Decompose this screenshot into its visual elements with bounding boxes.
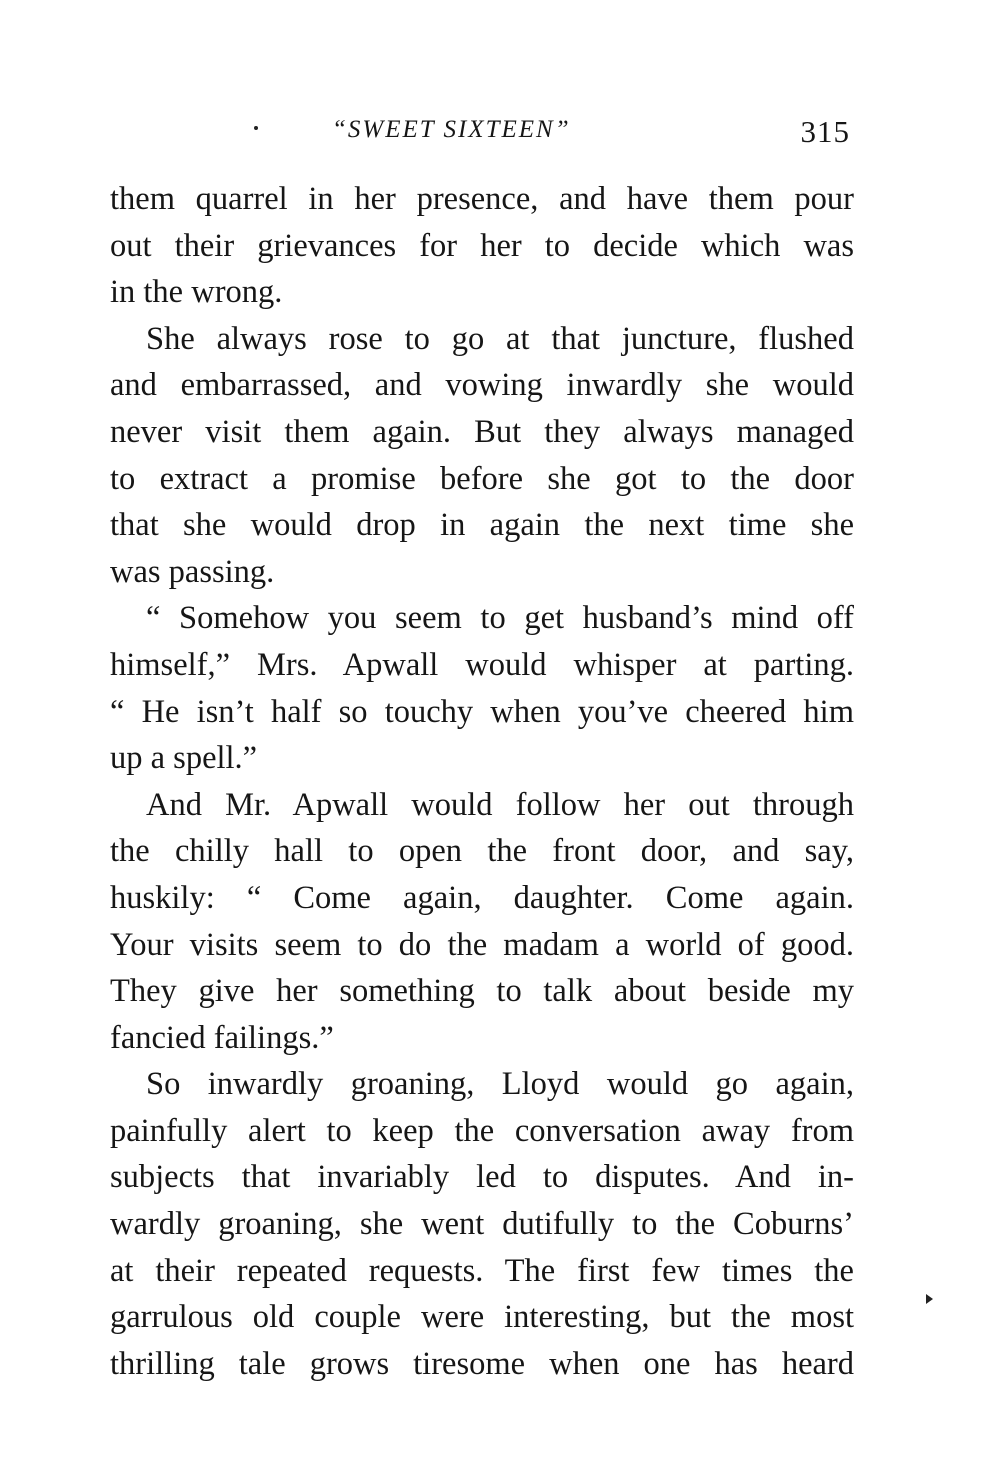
text-line: them quarrel in her presence, and have them pour bbox=[110, 181, 854, 217]
text-line: Your visits seem to do the madam a world of good. bbox=[110, 926, 854, 963]
text-line: huskily: “ Come again, daughter. Come again. bbox=[110, 879, 854, 916]
text-line: thrilling tale grows tiresome when one has heard bbox=[110, 1345, 854, 1382]
text-line: She always rose to go at that juncture, flushed bbox=[146, 320, 854, 357]
text-line: that she would drop in again the next time she bbox=[110, 507, 854, 544]
printer-dot-mark bbox=[254, 126, 258, 130]
text-line: in the wrong. bbox=[110, 274, 283, 311]
text-line: himself,” Mrs. Apwall would whisper at parting. bbox=[110, 646, 854, 683]
text-line: never visit them again. But they always managed bbox=[110, 413, 854, 450]
text-line: was passing. bbox=[110, 553, 275, 590]
text-line: subjects that invariably led to disputes. And in- bbox=[110, 1159, 854, 1196]
text-line: garrulous old couple were interesting, but the most bbox=[110, 1299, 854, 1336]
text-line: out their grievances for her to decide which was bbox=[110, 227, 854, 264]
margin-arrow-mark bbox=[926, 1294, 933, 1304]
text-line: up a spell.” bbox=[110, 740, 258, 777]
text-line: “ Somehow you seem to get husband’s mind off bbox=[146, 600, 854, 637]
page-number: 315 bbox=[800, 114, 850, 149]
text-line: the chilly hall to open the front door, and say, bbox=[110, 833, 854, 870]
text-line: And Mr. Apwall would follow her out through bbox=[146, 786, 854, 823]
text-line: So inwardly groaning, Lloyd would go again, bbox=[146, 1066, 854, 1103]
text-line: They give her something to talk about beside my bbox=[110, 973, 854, 1010]
page-header bbox=[108, 112, 856, 156]
text-line: to extract a promise before she got to the door bbox=[110, 460, 854, 497]
text-line: wardly groaning, she went dutifully to the Coburns’ bbox=[110, 1206, 854, 1243]
text-line: “ He isn’t half so touchy when you’ve cheered him bbox=[110, 693, 854, 730]
running-title: “SWEET SIXTEEN” bbox=[332, 116, 571, 143]
text-line: at their repeated requests. The first few times the bbox=[110, 1252, 854, 1289]
body-text bbox=[110, 176, 854, 1387]
text-line: fancied failings.” bbox=[110, 1019, 334, 1056]
text-line: and embarrassed, and vowing inwardly she would bbox=[110, 367, 854, 404]
text-line: painfully alert to keep the conversation away from bbox=[110, 1112, 854, 1149]
